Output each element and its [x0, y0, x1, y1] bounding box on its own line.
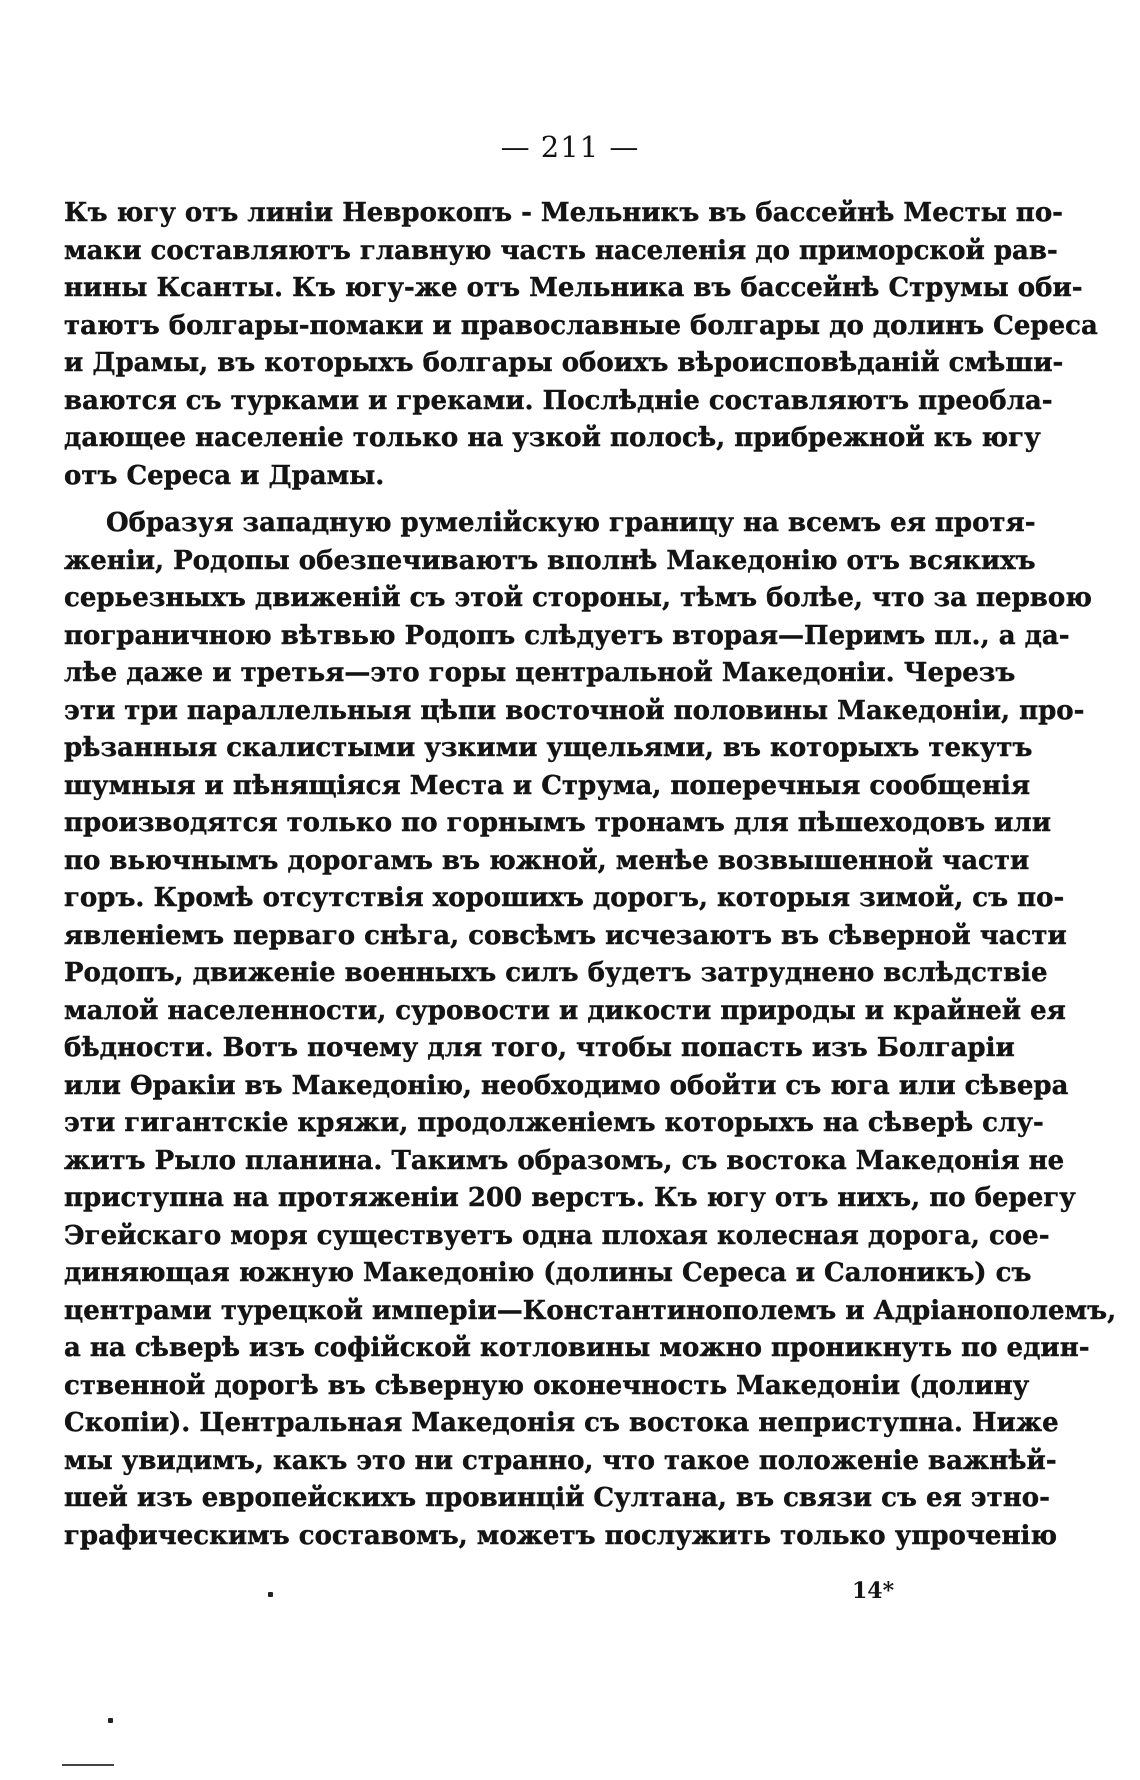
text-line: Родопъ, движеніе военныхъ силъ будетъ затруднено вслѣдствіе — [64, 958, 1048, 988]
text-line: рѣзанныя скалистыми узкими ущельями, въ которыхъ текутъ — [64, 733, 1033, 763]
text-line: приступна на протяженіи 200 верстъ. Къ югу отъ нихъ, по берегу — [64, 1183, 1076, 1213]
text-line: и Драмы, въ которыхъ болгары обоихъ вѣроисповѣданій смѣши- — [64, 348, 1064, 378]
text-line: шей изъ европейскихъ провинцій Султана, въ связи съ ея этно- — [64, 1483, 1050, 1513]
text-line: эти гигантскіе кряжи, продолженіемъ которыхъ на сѣверѣ слу- — [64, 1108, 1044, 1138]
text-line: явленіемъ перваго снѣга, совсѣмъ исчезаютъ въ сѣверной части — [64, 920, 1067, 951]
text-line: по вьючнымъ дорогамъ въ южной, менѣе возвышенной части — [64, 845, 1030, 876]
text-line: горъ. Кромѣ отсутствія хорошихъ дорогъ, которыя зимой, съ по- — [64, 883, 1065, 913]
text-line: Къ югу отъ линіи Неврокопъ - Мельникъ въ бассейнѣ Месты по- — [64, 198, 1063, 228]
signature-mark: 14* — [852, 1578, 895, 1604]
text-line: пограничною вѣтвью Родопъ слѣдуетъ вторая—Перимъ пл., а да- — [64, 620, 1070, 651]
text-line: серьезныхъ движеній съ этой стороны, тѣмъ болѣе, что за первою — [64, 583, 1092, 613]
text-line: женіи, Родопы обезпечиваютъ вполнѣ Македонію отъ всякихъ — [64, 545, 1036, 576]
text-line: а на сѣверѣ изъ софійской котловины можно проникнуть по един- — [64, 1333, 1090, 1363]
text-line: ственной дорогѣ въ сѣверную оконечность Македоніи (долину — [64, 1370, 1030, 1401]
page-number-header: — 211 — — [500, 130, 640, 164]
text-line: нины Ксанты. Къ югу-же отъ Мельника въ бассейнѣ Струмы оби- — [64, 273, 1083, 303]
paragraph-2 — [64, 505, 1117, 1555]
text-line: маки составляютъ главную часть населенія до приморской рав- — [64, 235, 1058, 266]
text-line: центрами турецкой имперіи—Константинополемъ и Адріанополемъ, — [64, 1295, 1117, 1326]
paragraph-1 — [64, 195, 1098, 495]
text-line: малой населенности, суровости и дикости природы и крайней ея — [64, 995, 1066, 1026]
print-speck — [268, 1592, 273, 1597]
text-line: Эгейскаго моря существуетъ одна плохая колесная дорога, сое- — [64, 1220, 1050, 1251]
text-line: житъ Рыло планина. Такимъ образомъ, съ востока Македонія не — [64, 1145, 1065, 1176]
text-line: графическимъ составомъ, можетъ послужить только упроченію — [64, 1520, 1058, 1551]
edge-rule-mark — [62, 1764, 114, 1766]
text-line: дающее населеніе только на узкой полосѣ, прибрежной къ югу — [64, 423, 1041, 453]
text-line: таютъ болгары-помаки и православные болгары до долинъ Сереса — [64, 310, 1098, 341]
text-line: диняющая южную Македонію (долины Сереса и Салоникъ) съ — [64, 1258, 1032, 1288]
text-line: ваются съ турками и греками. Послѣдніе составляютъ преобла- — [64, 385, 1053, 416]
text-line: Скопіи). Центральная Македонія съ востока неприступна. Ниже — [64, 1408, 1059, 1438]
text-line: шумныя и пѣнящіяся Места и Струма, поперечныя сообщенія — [64, 770, 1031, 801]
text-line: бѣдности. Вотъ почему для того, чтобы попасть изъ Болгаріи — [64, 1033, 1015, 1063]
text-line: мы увидимъ, какъ это ни странно, что такое положеніе важнѣй- — [64, 1445, 1057, 1476]
print-speck — [108, 1718, 113, 1723]
text-line: лѣе даже и третья—это горы центральной Македоніи. Черезъ — [64, 658, 1016, 688]
text-line: эти три параллельныя цѣпи восточной половины Македоніи, про- — [64, 695, 1085, 726]
text-line: производятся только по горнымъ тронамъ для пѣшеходовъ или — [64, 808, 1052, 838]
text-line: или Ѳракіи въ Македонію, необходимо обойти съ юга или сѣвера — [64, 1070, 1069, 1101]
text-line: отъ Сереса и Драмы. — [64, 460, 385, 491]
text-line: Образуя западную румелійскую границу на всемъ ея протя- — [106, 508, 1036, 538]
